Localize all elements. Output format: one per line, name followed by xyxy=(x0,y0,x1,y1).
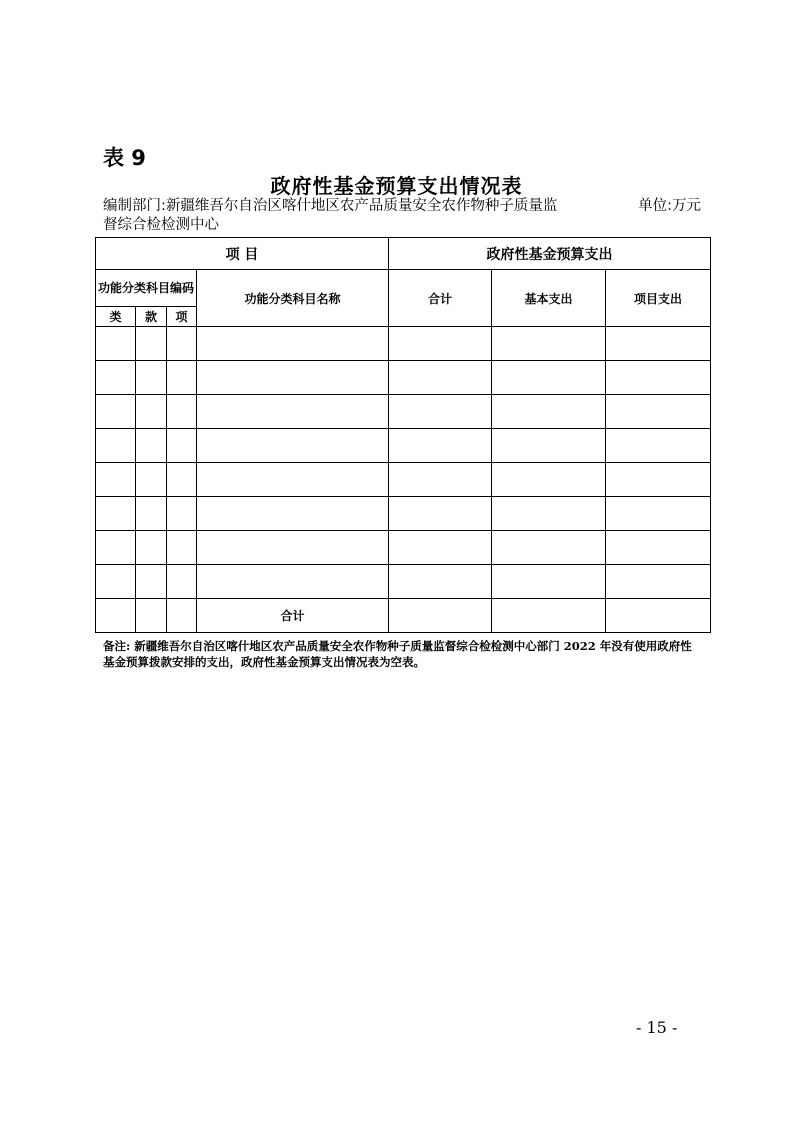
table-cell xyxy=(389,463,492,497)
table-row xyxy=(96,565,711,599)
table-row xyxy=(96,327,711,361)
table-cell xyxy=(136,497,167,531)
table-cell xyxy=(167,395,197,429)
table-cell xyxy=(197,565,389,599)
table-cell xyxy=(389,599,492,633)
table-cell xyxy=(197,497,389,531)
table-cell xyxy=(167,361,197,395)
table-row xyxy=(96,497,711,531)
header-class: 类 xyxy=(96,307,136,327)
table-cell xyxy=(167,463,197,497)
table-cell xyxy=(389,395,492,429)
table-cell xyxy=(389,497,492,531)
table-cell xyxy=(136,327,167,361)
table-cell xyxy=(606,565,711,599)
table-cell xyxy=(197,531,389,565)
table-cell xyxy=(167,497,197,531)
table-cell xyxy=(492,327,606,361)
table-cell xyxy=(492,565,606,599)
table-note: 备注: 新疆维吾尔自治区喀什地区农产品质量安全农作物种子质量监督综合检检测中心部门 2022 年没有使用政府性基金预算拨款安排的支出，政府性基金预算支出情况表为空表。 xyxy=(103,639,692,669)
table-cell xyxy=(136,429,167,463)
table-cell xyxy=(96,361,136,395)
table-cell xyxy=(136,565,167,599)
table-cell xyxy=(136,531,167,565)
table-cell xyxy=(136,395,167,429)
header-project: 项 目 xyxy=(96,238,389,270)
header-section: 款 xyxy=(136,307,167,327)
header-basic-expenditure: 基本支出 xyxy=(492,270,606,327)
table-cell xyxy=(96,531,136,565)
table-row xyxy=(96,531,711,565)
table-cell xyxy=(492,429,606,463)
table-cell xyxy=(167,531,197,565)
table-row xyxy=(96,429,711,463)
table-cell xyxy=(606,429,711,463)
header-function-name: 功能分类科目名称 xyxy=(197,270,389,327)
table-cell xyxy=(167,429,197,463)
table-cell xyxy=(606,327,711,361)
header-total: 合计 xyxy=(389,270,492,327)
table-cell xyxy=(492,361,606,395)
table-cell xyxy=(167,327,197,361)
table-cell xyxy=(96,395,136,429)
page-number: - 15 - xyxy=(636,1018,678,1037)
unit-label: 单位:万元 xyxy=(638,198,701,214)
table-cell xyxy=(606,531,711,565)
header-item: 项 xyxy=(167,307,197,327)
table-cell xyxy=(136,599,167,633)
org-line-1 xyxy=(103,197,703,215)
header-budget-expenditure: 政府性基金预算支出 xyxy=(389,238,711,270)
table-cell xyxy=(197,327,389,361)
table-cell xyxy=(492,463,606,497)
table-cell xyxy=(96,599,136,633)
table-row xyxy=(96,361,711,395)
table-row xyxy=(96,463,711,497)
table-cell xyxy=(492,531,606,565)
table-cell xyxy=(606,395,711,429)
header-function-code: 功能分类科目编码 xyxy=(96,270,197,307)
table-cell xyxy=(389,361,492,395)
table-cell xyxy=(96,565,136,599)
table-cell xyxy=(492,599,606,633)
table-cell xyxy=(606,463,711,497)
table-cell xyxy=(492,395,606,429)
org-name-part1: 编制部门:新疆维吾尔自治区喀什地区农产品质量安全农作物种子质量监 xyxy=(103,198,558,214)
table-cell xyxy=(96,327,136,361)
document-title: 政府性基金预算支出情况表 xyxy=(270,174,523,198)
table-cell xyxy=(197,395,389,429)
table-cell xyxy=(492,497,606,531)
table-cell xyxy=(606,599,711,633)
total-row xyxy=(96,599,711,633)
table-cell xyxy=(389,327,492,361)
table-row xyxy=(96,395,711,429)
table-label: 表 9 xyxy=(103,146,146,170)
table-cell xyxy=(197,429,389,463)
table-cell xyxy=(136,463,167,497)
budget-table xyxy=(95,237,711,633)
table-cell xyxy=(606,497,711,531)
table-cell xyxy=(389,565,492,599)
table-cell xyxy=(197,361,389,395)
table-cell xyxy=(96,463,136,497)
table-cell xyxy=(197,463,389,497)
table-cell xyxy=(167,599,197,633)
table-cell xyxy=(167,565,197,599)
total-row-label: 合计 xyxy=(197,599,389,633)
org-line-2: 督综合检检测中心 xyxy=(103,217,219,233)
table-cell xyxy=(96,429,136,463)
table-cell xyxy=(389,429,492,463)
header-project-expenditure: 项目支出 xyxy=(606,270,711,327)
table-cell xyxy=(96,497,136,531)
table-cell xyxy=(389,531,492,565)
table-cell xyxy=(606,361,711,395)
table-cell xyxy=(136,361,167,395)
